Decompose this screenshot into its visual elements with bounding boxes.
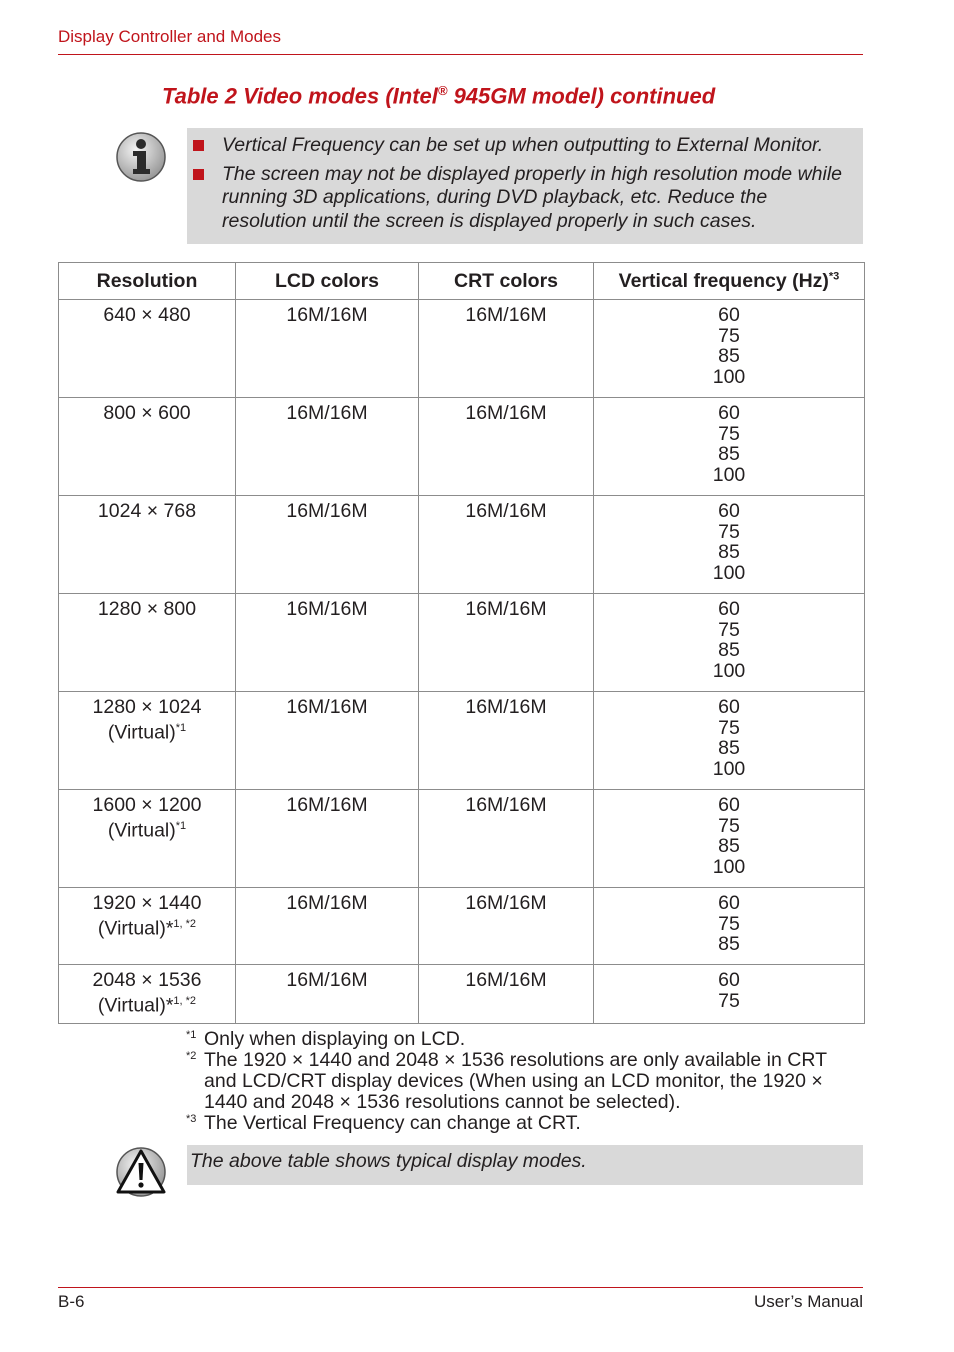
frequency-value: 85	[718, 933, 740, 955]
resolution-value: 800 × 600	[103, 402, 191, 424]
resolution-value: 1280 × 800	[97, 598, 197, 620]
caution-box	[187, 1145, 863, 1185]
cell-crt-colors: 16M/16M	[419, 888, 594, 965]
table-header-row	[59, 263, 865, 300]
cell-resolution	[59, 790, 236, 888]
cell-lcd-colors: 16M/16M	[236, 300, 419, 398]
footnote-mark: *1	[186, 1029, 197, 1041]
cell-lcd-colors: 16M/16M	[236, 790, 419, 888]
cell-resolution	[59, 888, 236, 965]
footnote-ref: 1, *2	[173, 994, 197, 1007]
bullet-icon	[193, 169, 204, 180]
table-row	[59, 594, 865, 692]
cell-frequency	[594, 594, 865, 692]
frequency-value: 85	[718, 345, 740, 367]
frequency-value: 75	[718, 520, 740, 543]
resolution-value: 1280 × 1024	[92, 696, 202, 718]
frequency-value: 75	[718, 716, 740, 739]
frequency-value: 75	[718, 618, 740, 641]
footnote-text: The Vertical Frequency can change at CRT.	[204, 1112, 581, 1134]
table-row	[59, 398, 865, 496]
cell-lcd-colors: 16M/16M	[236, 692, 419, 790]
cell-lcd-colors: 16M/16M	[236, 594, 419, 692]
resolution-value: 1024 × 768	[97, 500, 197, 522]
frequency-value: 60	[718, 598, 740, 620]
cell-crt-colors: 16M/16M	[419, 496, 594, 594]
cell-crt-colors: 16M/16M	[419, 692, 594, 790]
virtual-label: (Virtual)*	[97, 994, 174, 1016]
table-heading	[162, 83, 715, 109]
table-heading-suffix: 945GM model) continued	[447, 83, 716, 109]
cell-resolution	[59, 496, 236, 594]
cell-crt-colors: 16M/16M	[419, 790, 594, 888]
footnote-2	[186, 1050, 844, 1113]
frequency-value: 75	[718, 422, 740, 445]
cell-frequency	[594, 496, 865, 594]
cell-frequency	[594, 692, 865, 790]
table-row	[59, 300, 865, 398]
cell-resolution	[59, 692, 236, 790]
frequency-value: 100	[712, 659, 746, 682]
note-item	[187, 134, 855, 158]
frequency-value: 75	[718, 912, 740, 935]
note-box	[187, 128, 863, 244]
frequency-value: 60	[718, 794, 740, 816]
frequency-value: 100	[712, 463, 746, 486]
video-modes-table	[58, 262, 865, 1024]
cell-crt-colors: 16M/16M	[419, 594, 594, 692]
cell-lcd-colors: 16M/16M	[236, 496, 419, 594]
cell-crt-colors: 16M/16M	[419, 398, 594, 496]
column-header-resolution: Resolution	[59, 263, 236, 300]
footnote-ref: *1	[175, 721, 187, 734]
column-header-frequency	[594, 263, 865, 300]
frequency-value: 85	[718, 443, 740, 465]
frequency-value: 85	[718, 737, 740, 759]
frequency-value: 60	[718, 969, 740, 991]
footer-rule	[58, 1287, 863, 1288]
table-row	[59, 692, 865, 790]
frequency-value: 60	[718, 304, 740, 326]
cell-frequency	[594, 888, 865, 965]
resolution-value: 2048 × 1536	[92, 969, 202, 991]
note-item	[187, 163, 855, 234]
page-number: B-6	[58, 1292, 85, 1311]
header-rule	[58, 54, 863, 55]
frequency-value: 100	[712, 365, 746, 388]
caution-icon	[114, 1146, 168, 1198]
frequency-value: 60	[718, 500, 740, 522]
column-header-crt: CRT colors	[419, 263, 594, 300]
footnote-mark: *2	[186, 1050, 197, 1062]
frequency-value: 75	[718, 814, 740, 837]
info-icon	[114, 130, 168, 184]
virtual-label: (Virtual)*	[97, 917, 174, 939]
note-text: The screen may not be displayed properly in high resolution mode while running 3D applications, during DVD playback, etc. Reduce the resolution until the screen is displayed properly in such cases.	[222, 162, 843, 232]
cell-frequency	[594, 300, 865, 398]
cell-frequency	[594, 398, 865, 496]
footnote-text: The 1920 × 1440 and 2048 × 1536 resolutions are only available in CRT and LCD/CRT display devices (When using an LCD monitor, the 1920 × 1440 and 2048 × 1536 resolutions cannot be selected).	[204, 1049, 827, 1113]
footnotes	[186, 1029, 844, 1134]
footnote-ref: 1, *2	[173, 917, 197, 930]
cell-lcd-colors: 16M/16M	[236, 888, 419, 965]
note-text: Vertical Frequency can be set up when outputting to External Monitor.	[222, 134, 824, 156]
manual-title: User’s Manual	[754, 1292, 863, 1311]
cell-resolution	[59, 594, 236, 692]
registered-mark: ®	[437, 83, 448, 98]
resolution-value: 1600 × 1200	[92, 794, 202, 816]
cell-resolution	[59, 965, 236, 1024]
frequency-value: 75	[718, 989, 740, 1012]
table-row	[59, 790, 865, 888]
frequency-value: 75	[718, 324, 740, 347]
frequency-value: 100	[712, 561, 746, 584]
footnote-mark: *3	[186, 1113, 197, 1125]
table-row	[59, 888, 865, 965]
frequency-value: 85	[718, 835, 740, 857]
frequency-value: 60	[718, 696, 740, 718]
cell-resolution	[59, 300, 236, 398]
footnote-3	[186, 1113, 844, 1134]
frequency-value: 85	[718, 541, 740, 563]
resolution-value: 1920 × 1440	[92, 892, 202, 914]
virtual-label: (Virtual)	[107, 819, 176, 841]
frequency-value: 100	[712, 855, 746, 878]
cell-resolution	[59, 398, 236, 496]
frequency-header-note: *3	[828, 270, 840, 282]
cell-frequency	[594, 965, 865, 1024]
footnote-text: Only when displaying on LCD.	[204, 1028, 466, 1050]
frequency-header-label: Vertical frequency (Hz)	[618, 269, 829, 292]
virtual-label: (Virtual)	[107, 721, 176, 743]
column-header-lcd: LCD colors	[236, 263, 419, 300]
caution-text: The above table shows typical display modes.	[190, 1150, 587, 1172]
table-row	[59, 496, 865, 594]
running-header: Display Controller and Modes	[58, 27, 281, 46]
footnote-1	[186, 1029, 844, 1050]
resolution-value: 640 × 480	[103, 304, 191, 326]
cell-lcd-colors: 16M/16M	[236, 965, 419, 1024]
cell-crt-colors: 16M/16M	[419, 300, 594, 398]
cell-frequency	[594, 790, 865, 888]
table-row	[59, 965, 865, 1024]
frequency-value: 85	[718, 639, 740, 661]
bullet-icon	[193, 140, 204, 151]
cell-lcd-colors: 16M/16M	[236, 398, 419, 496]
frequency-value: 100	[712, 757, 746, 780]
frequency-value: 60	[718, 402, 740, 424]
table-heading-prefix: Table 2 Video modes (Intel	[162, 83, 438, 109]
frequency-value: 60	[718, 892, 740, 914]
footnote-ref: *1	[175, 819, 187, 832]
cell-crt-colors: 16M/16M	[419, 965, 594, 1024]
